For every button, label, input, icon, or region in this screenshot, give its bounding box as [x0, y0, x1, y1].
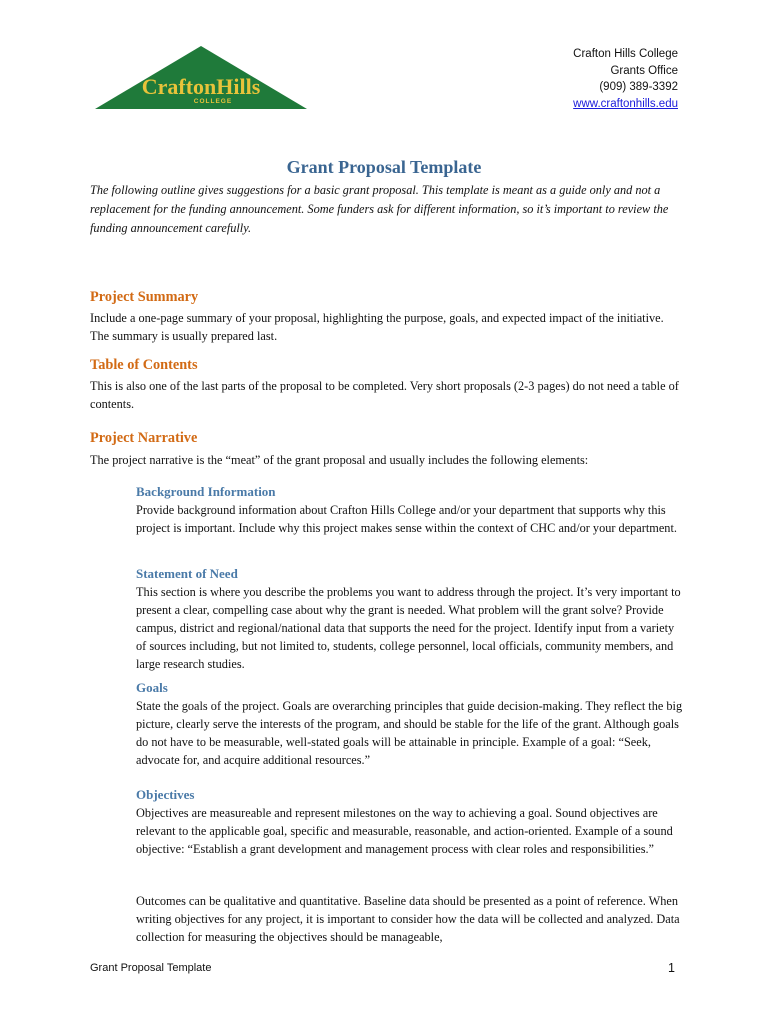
heading-project-summary: Project Summary: [90, 289, 199, 305]
phone-number: (909) 389-3392: [599, 81, 678, 93]
logo-word-crafton: Crafton: [141, 74, 217, 99]
college-name: Crafton Hills College: [573, 48, 678, 60]
crafton-hills-logo: [94, 45, 308, 111]
contact-block: [573, 46, 678, 112]
outcomes-text: Outcomes can be qualitative and quantitative. Baseline data should be presented as a point of reference. When writing objectives for any project, it is important to consider how the data will be collected and analyzed. Data collection for measuring the objectives should be manageable,: [136, 894, 680, 944]
heading-table-of-contents: Table of Contents: [90, 357, 198, 373]
subheading-background-information: Background Information: [136, 484, 276, 499]
heading-project-narrative: Project Narrative: [90, 430, 198, 446]
project-narrative-text: The project narrative is the “meat” of the grant proposal and usually includes the following elements:: [90, 453, 589, 467]
footer-label: Grant Proposal Template: [90, 962, 212, 974]
document-title: Grant Proposal Template: [286, 157, 482, 177]
intro-paragraph: The following outline gives suggestions for a basic grant proposal. This template is meant as a guide only and not a replacement for the funding announcement. Some funders ask for different information, so it’s important to review the funding announcement carefully.: [90, 183, 669, 235]
logo-word-hills: Hills: [216, 74, 261, 99]
background-information-text: Provide background information about Crafton Hills College and/or your department that supports why this project is important. Include why this project makes sense within the context of CHC and/or your department.: [136, 503, 677, 535]
page-number: 1: [668, 961, 675, 975]
svg-text:CraftonHills: [142, 74, 261, 99]
statement-of-need-text: This section is where you describe the problems you want to address through the project. It’s very important to present a clear, compelling case about why the grant is needed. What problem will the grant solve? Provide campus, district and regional/national data that supports the need for the project. Identify input from a variety of sources including, but not limited to, students, college personnel, local officials, community members, and large research studies.: [136, 585, 681, 671]
project-summary-text: Include a one-page summary of your proposal, highlighting the purpose, goals, and expected impact of the initiative. The summary is usually prepared last.: [90, 311, 664, 343]
table-of-contents-text: This is also one of the last parts of the proposal to be completed. Very short proposals (2-3 pages) do not need a table of contents.: [90, 379, 679, 411]
subheading-statement-of-need: Statement of Need: [136, 566, 238, 581]
subheading-goals: Goals: [136, 680, 168, 695]
website-link[interactable]: www.craftonhills.edu: [573, 97, 678, 110]
office-name: Grants Office: [610, 64, 678, 77]
logo-subtext: COLLEGE: [193, 98, 233, 105]
objectives-text: Objectives are measureable and represent milestones on the way to achieving a goal. Sound objectives are relevant to the applicable goal, specific and measurable, reasonable, and action-oriented. Example of a sound objective: “Establish a grant development and management process with clear roles and responsibilities.”: [136, 806, 673, 856]
goals-text: State the goals of the project. Goals are overarching principles that guide decision-making. They reflect the big picture, clearly serve the interests of the program, and should be stable for the life of the grant. Although goals do not have to be measurable, well-stated goals will be attainable in principle. Example of a goal: “Seek, advocate for, and acquire additional resources.”: [136, 699, 683, 767]
subheading-objectives: Objectives: [136, 787, 195, 802]
